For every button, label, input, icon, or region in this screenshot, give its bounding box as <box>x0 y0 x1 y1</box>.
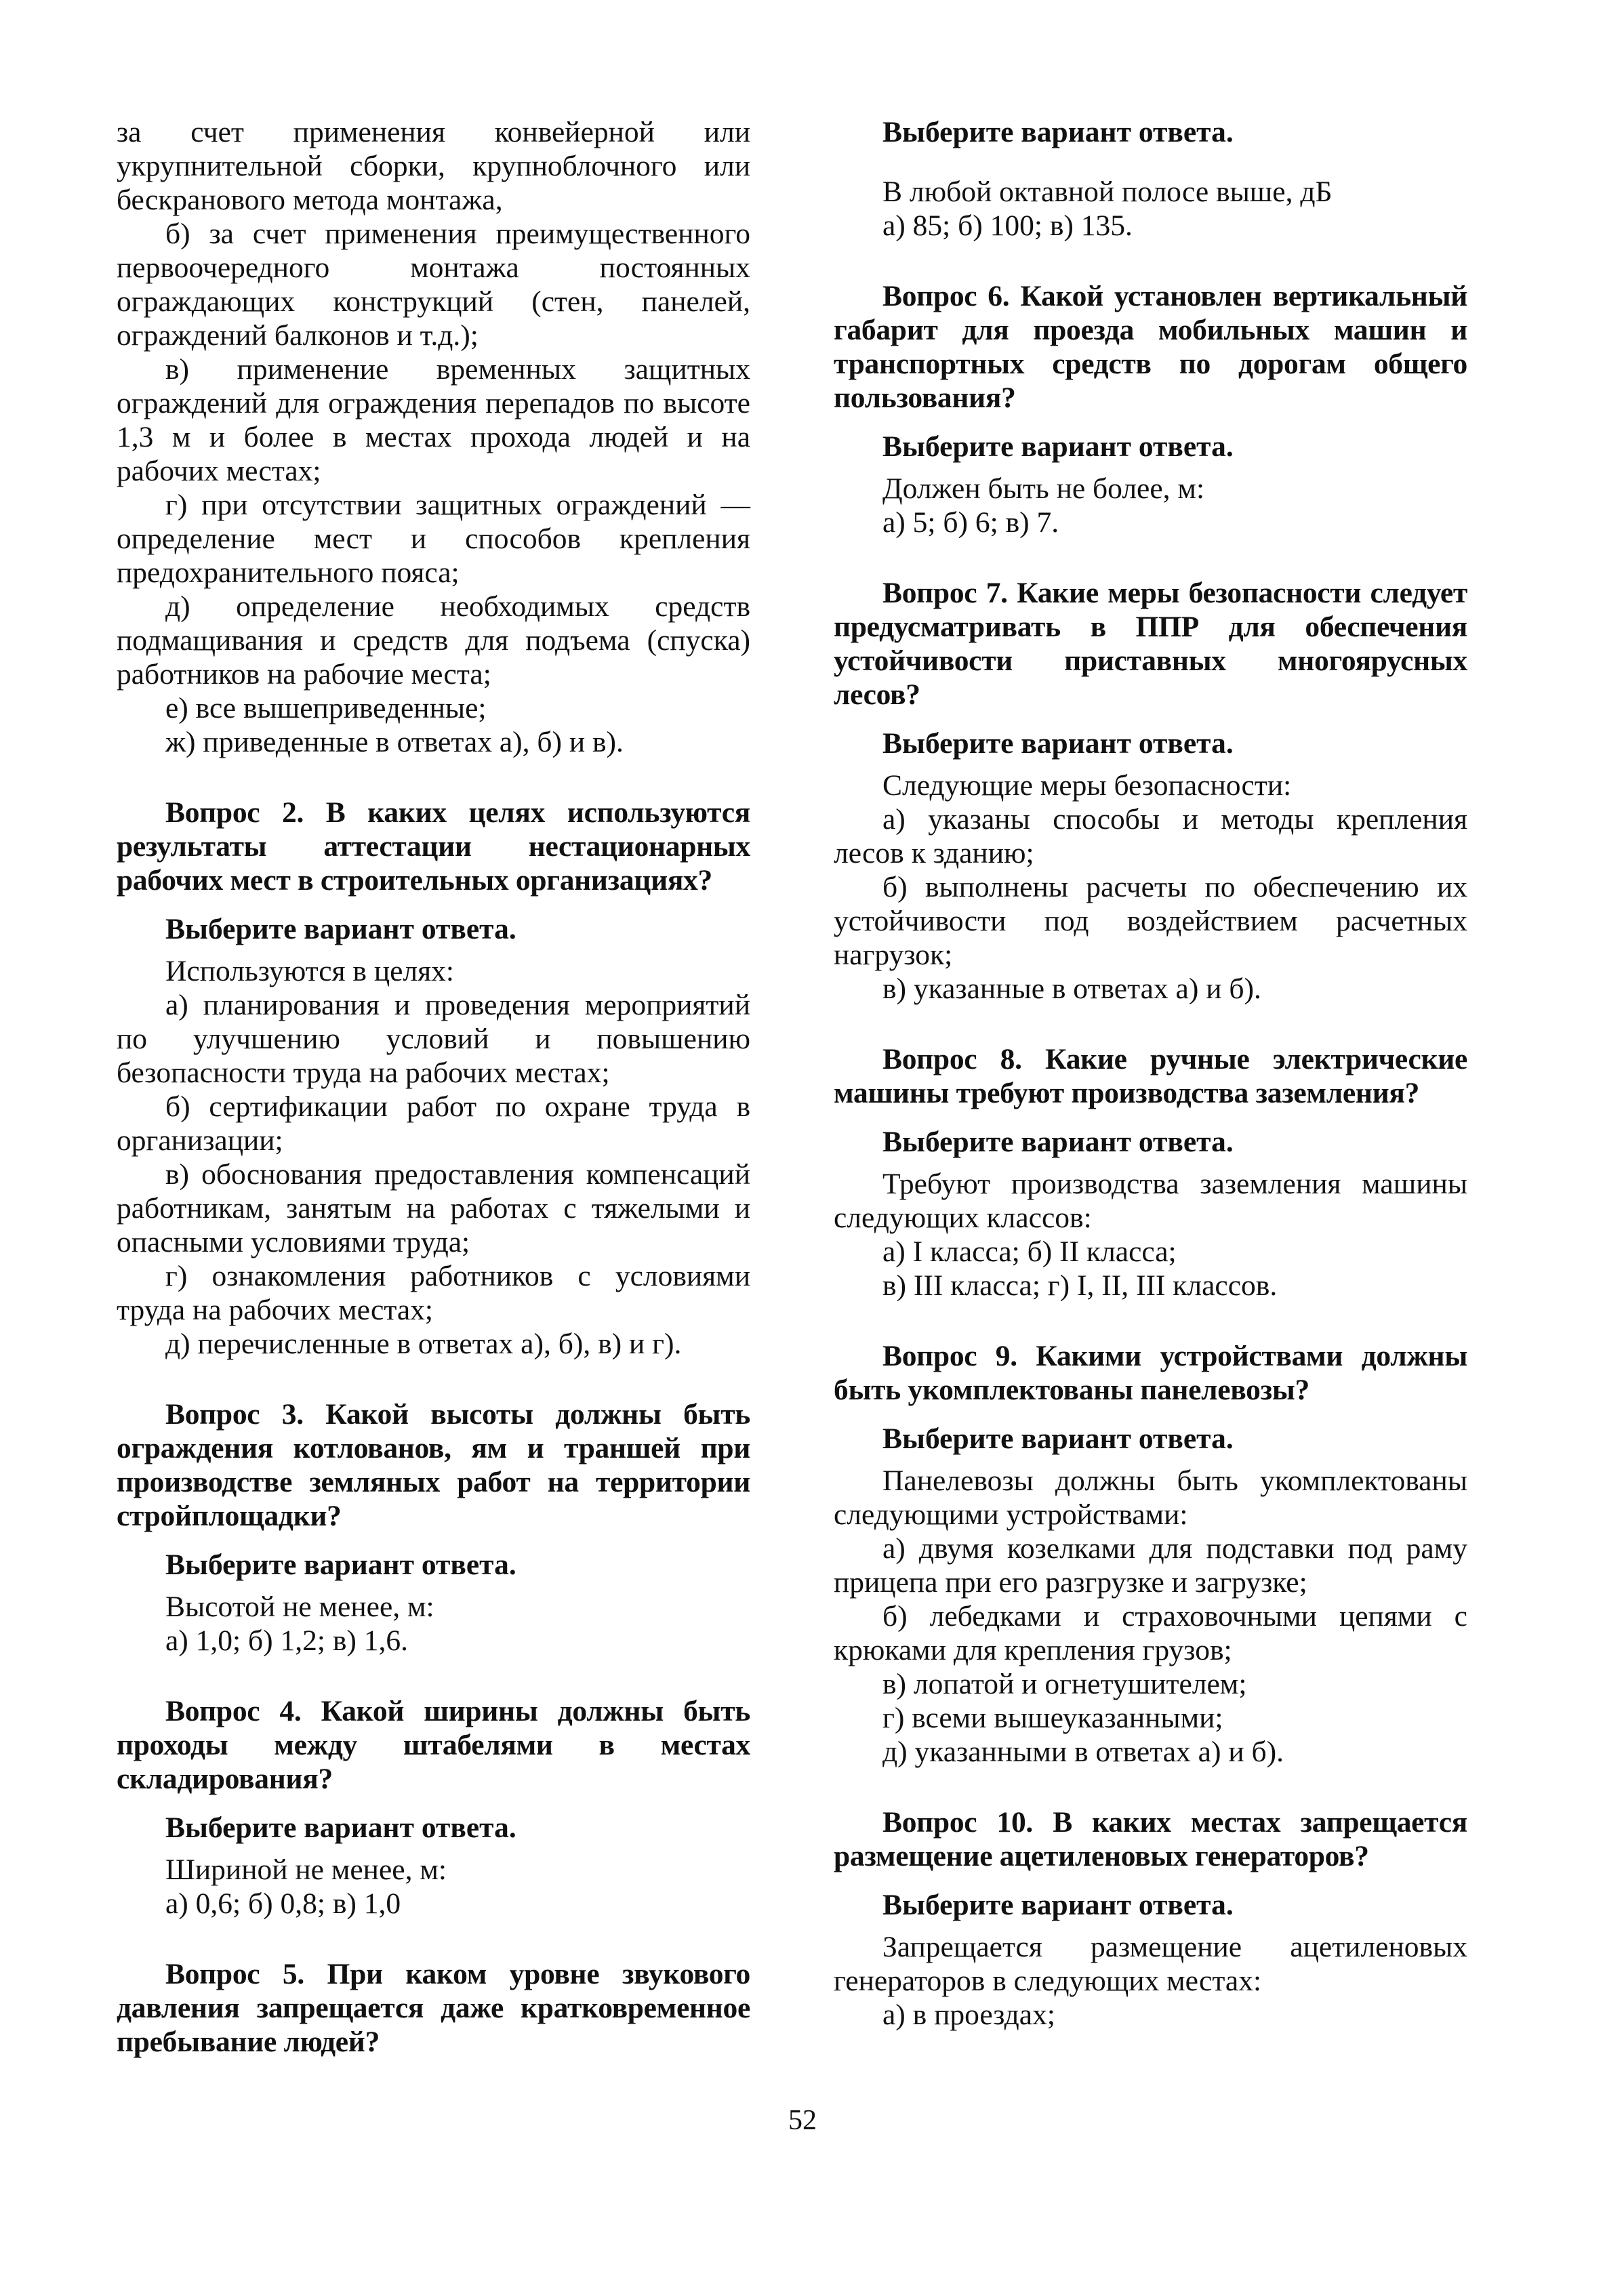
answer-line: а) I класса; б) II класса; <box>882 1235 1177 1268</box>
answer-line: Должен быть не более, м: <box>882 472 1205 505</box>
answer-line: е) все вышеприведенные; <box>165 692 487 724</box>
answer-line: Следующие меры безопасности: <box>882 769 1292 802</box>
choose-answer-label: Выберите вариант ответа. <box>882 430 1234 463</box>
question-2-title: Вопрос 2. В каких целях используются результаты аттестации нестационарных рабочих мест в строительных организациях? <box>117 796 750 897</box>
choose-answer-label: Выберите вариант ответа. <box>882 727 1234 760</box>
choose-answer-label: Выберите вариант ответа. <box>882 1889 1234 1921</box>
answer-line: В любой октавной полосе выше, дБ <box>882 176 1333 208</box>
answer-line: ж) приведенные в ответах а), б) и в). <box>165 726 624 758</box>
answer-line: б) сертификации работ по охране труда в организации; <box>117 1090 750 1157</box>
answer-line: а) указаны способы и методы крепления лесов к зданию; <box>834 803 1467 869</box>
question-7-title: Вопрос 7. Какие меры безопасности следует предусматривать в ППР для обеспечения устойчивости приставных многоярусных лесов? <box>834 577 1467 711</box>
choose-answer-label: Выберите вариант ответа. <box>165 913 516 945</box>
answer-line: Шириной не менее, м: <box>165 1853 447 1886</box>
answer-line: в) указанные в ответах а) и б). <box>882 972 1261 1005</box>
answer-line: б) лебедками и страховочными цепями с крюками для крепления грузов; <box>834 1600 1467 1666</box>
answer-line: а) 0,6; б) 0,8; в) 1,0 <box>165 1887 401 1920</box>
answer-line: в) лопатой и огнетушителем; <box>882 1668 1247 1700</box>
choose-answer-label: Выберите вариант ответа. <box>882 1126 1234 1158</box>
page-number: 52 <box>788 2105 817 2136</box>
answer-line: Запрещается размещение ацетиленовых генераторов в следующих местах: <box>834 1931 1467 1997</box>
answer-line: Требуют производства заземления машины следующих классов: <box>834 1168 1467 1234</box>
answer-line: б) за счет применения преимущественного первоочередного монтажа постоянных ограждающих конструкций (стен, панелей, ограждений балконов и т.д.); <box>117 218 750 352</box>
answer-line: Высотой не менее, м: <box>165 1591 434 1623</box>
answer-line: г) ознакомления работников с условиями труда на рабочих местах; <box>117 1260 750 1326</box>
answer-line: а) 85; б) 100; в) 135. <box>882 209 1133 242</box>
answer-line: д) перечисленные в ответах а), б), в) и г). <box>165 1328 682 1360</box>
answer-line: д) определение необходимых средств подмащивания и средств для подъема (спуска) работников на рабочие места; <box>117 590 750 691</box>
answer-line: в) применение временных защитных ограждений для ограждения перепадов по высоте 1,3 м и более в местах прохода людей и на рабочих местах; <box>117 353 750 487</box>
answer-line: а) в проездах; <box>882 1998 1055 2031</box>
answer-line: б) выполнены расчеты по обеспечению их устойчивости под воздействием расчетных нагрузок; <box>834 871 1467 971</box>
question-4-title: Вопрос 4. Какой ширины должны быть проходы между штабелями в местах складирования? <box>117 1695 750 1795</box>
answer-line: а) 1,0; б) 1,2; в) 1,6. <box>165 1624 408 1657</box>
answer-line: Используются в целях: <box>165 955 454 987</box>
left-column <box>117 115 750 2059</box>
answer-line: за счет применения конвейерной или укрупнительной сборки, крупноблочного или бескранового метода монтажа, <box>117 116 750 216</box>
answer-line: а) двумя козелками для подставки под раму прицепа при его разгрузке и загрузке; <box>834 1532 1467 1599</box>
answer-line: в) обоснования предоставления компенсаций работникам, занятым на работах с тяжелыми и опасными условиями труда; <box>117 1158 750 1258</box>
answer-line: г) всеми вышеуказанными; <box>882 1702 1223 1734</box>
answer-line: в) III класса; г) I, II, III классов. <box>882 1269 1278 1302</box>
choose-answer-label: Выберите вариант ответа. <box>882 1422 1234 1455</box>
answer-line: а) 5; б) 6; в) 7. <box>882 506 1059 539</box>
answer-line: г) при отсутствии защитных ограждений — определение мест и способов крепления предохранительного пояса; <box>117 489 750 589</box>
question-5-title: Вопрос 5. При каком уровне звукового давления запрещается даже кратковременное пребывание людей? <box>117 1958 750 2058</box>
question-6-title: Вопрос 6. Какой установлен вертикальный габарит для проезда мобильных машин и транспортных средств по дорогам общего пользования? <box>834 280 1467 414</box>
question-10-title: Вопрос 10. В каких местах запрещается размещение ацетиленовых генераторов? <box>834 1806 1467 1872</box>
choose-answer-label: Выберите вариант ответа. <box>882 116 1234 148</box>
choose-answer-label: Выберите вариант ответа. <box>165 1811 516 1844</box>
answer-line: Панелевозы должны быть укомплектованы следующими устройствами: <box>834 1464 1467 1531</box>
question-9-title: Вопрос 9. Какими устройствами должны быть укомплектованы панелевозы? <box>834 1340 1467 1406</box>
choose-answer-label: Выберите вариант ответа. <box>165 1549 516 1581</box>
question-8-title: Вопрос 8. Какие ручные электрические машины требуют производства заземления? <box>834 1043 1467 1109</box>
answer-line: д) указанными в ответах а) и б). <box>882 1736 1284 1768</box>
question-3-title: Вопрос 3. Какой высоты должны быть ограждения котлованов, ям и траншей при производстве земляных работ на территории стройплощадки? <box>117 1398 750 1532</box>
right-column <box>834 115 1467 2032</box>
answer-line: а) планирования и проведения мероприятий по улучшению условий и повышению безопасности труда на рабочих местах; <box>117 989 750 1089</box>
